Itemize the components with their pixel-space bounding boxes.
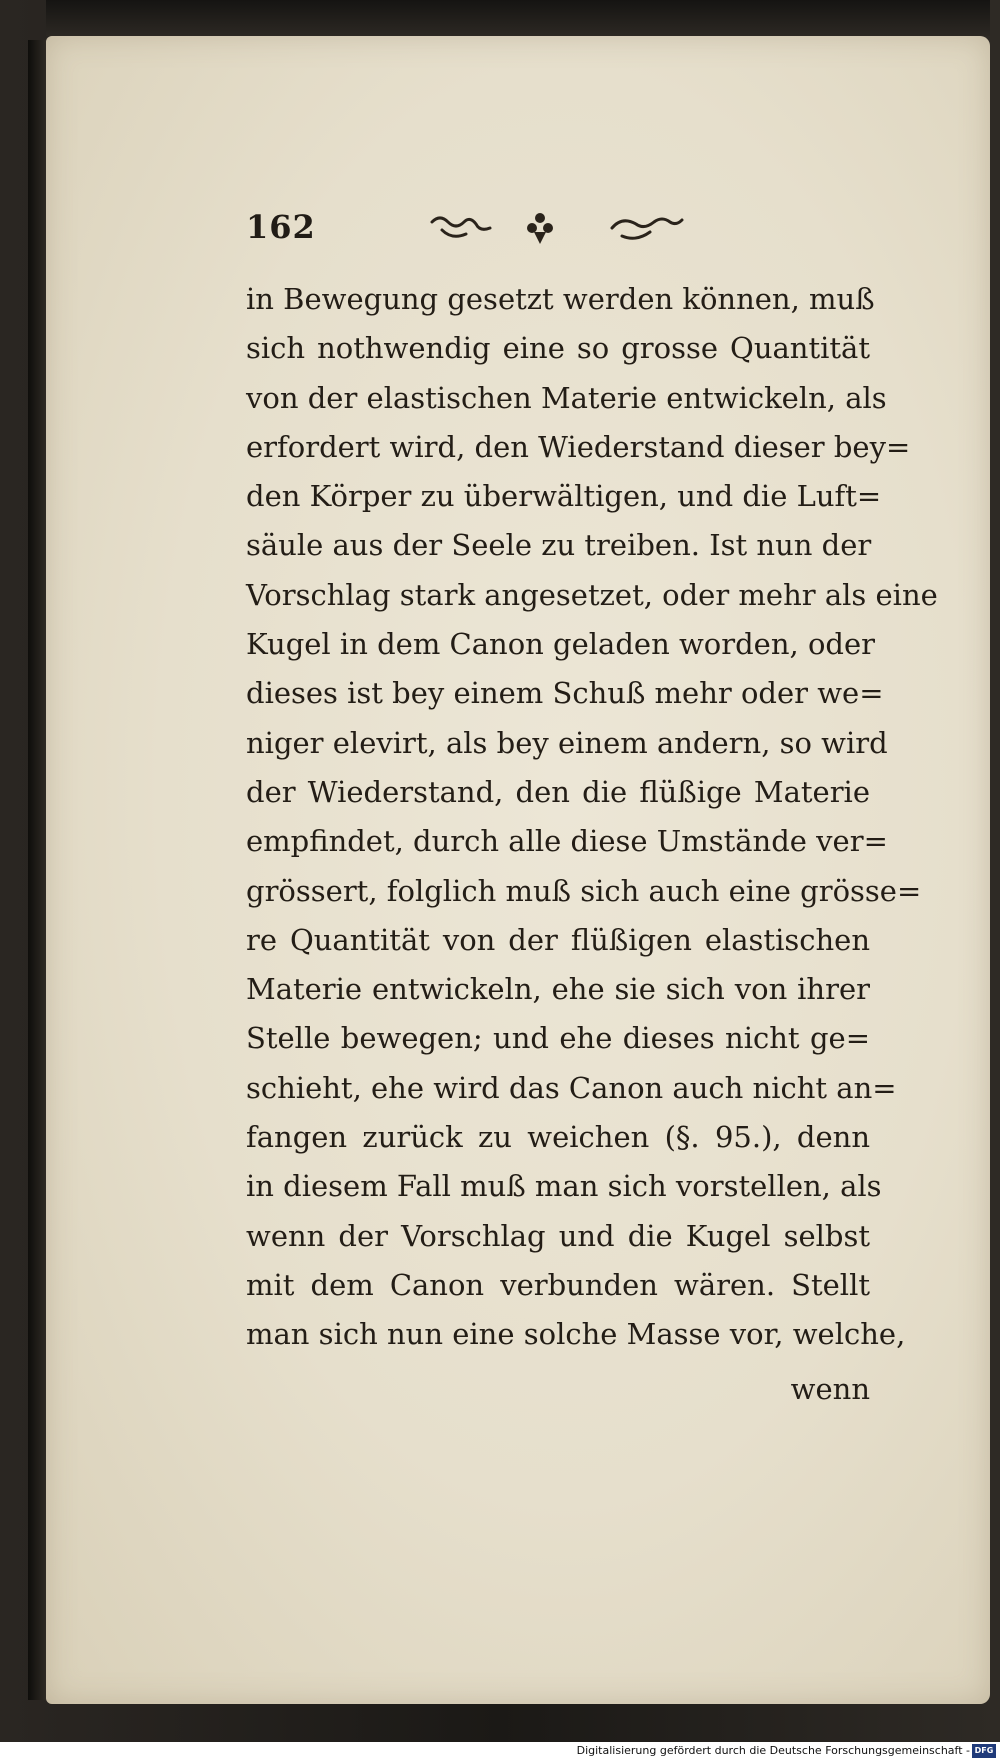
text-line: mit dem Canon verbunden wären. Stellt [246,1267,870,1302]
text-line: Stelle bewegen; und ehe dieses nicht ge= [246,1021,870,1056]
text-line: in diesem Fall muß man sich vorstellen, als [246,1169,882,1204]
dfg-logo: DFG [972,1744,996,1758]
text-line: empfindet, durch alle diese Umstände ver= [246,824,888,859]
text-line: Materie entwickeln, ehe sie sich von ihrer [246,972,870,1007]
page-top-edge [46,0,990,36]
digitization-credit: Digitalisierung gefördert durch die Deutsche Forschungsgemeinschaft - [576,1744,970,1757]
page-header [246,208,870,258]
text-line: von der elastischen Materie entwickeln, als [246,380,887,415]
text-line: niger elevirt, als bey einem andern, so wird [246,725,888,760]
text-line: säule aus der Seele zu treiben. Ist nun der [246,528,872,563]
text-line: schieht, ehe wird das Canon auch nicht an= [246,1070,897,1105]
text-line: wenn der Vorschlag und die Kugel selbst [246,1218,870,1253]
text-line: grössert, folglich muß sich auch eine grösse= [246,873,922,908]
text-line: Vorschlag stark angesetzet, oder mehr als eine [246,577,938,612]
text-line: sich nothwendig eine so grosse Quantität [246,331,870,366]
text-line: fangen zurück zu weichen (§. 95.), denn [246,1120,870,1155]
page-number: 162 [246,208,316,246]
catchword: wenn [790,1372,870,1406]
text-line: Kugel in dem Canon geladen worden, oder [246,627,875,662]
text-line: den Körper zu überwältigen, und die Luft= [246,479,882,514]
text-line: in Bewegung gesetzt werden können, muß [246,282,875,316]
body-text [246,275,938,1360]
text-line: re Quantität von der flüßigen elastischen [246,922,870,957]
text-line: dieses ist bey einem Schuß mehr oder we= [246,676,884,711]
header-ornament-icon [422,208,722,248]
text-line: der Wiederstand, den die flüßige Materie [246,774,870,809]
text-line: erfordert wird, den Wiederstand dieser bey= [246,429,911,464]
text-line: man sich nun eine solche Masse vor, welche, [246,1317,906,1352]
